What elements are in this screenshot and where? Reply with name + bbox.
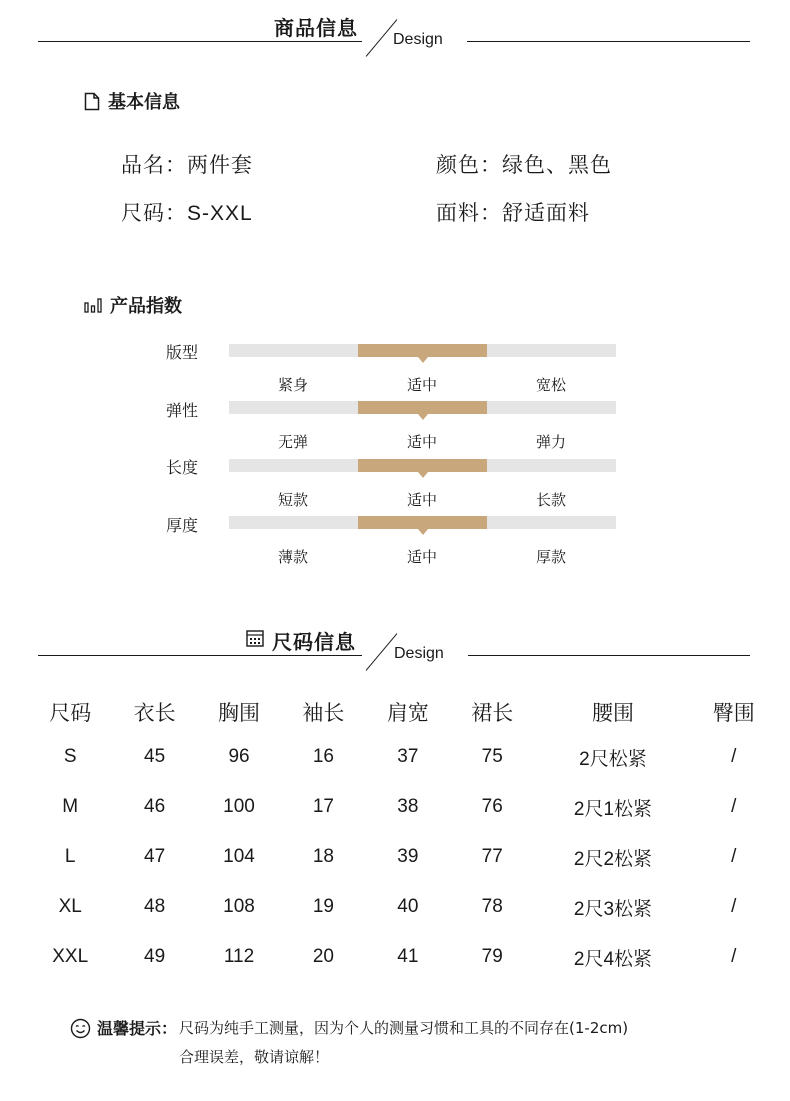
bar-chart-icon bbox=[84, 297, 102, 313]
index-marker-arrow bbox=[418, 472, 428, 478]
table-cell: 2尺松紧 bbox=[579, 748, 647, 770]
header-rule-left bbox=[38, 655, 362, 656]
info-size bbox=[121, 197, 253, 227]
info-fabric bbox=[436, 197, 590, 227]
index-bar-fill bbox=[358, 459, 487, 472]
column-header: 裙长 bbox=[471, 701, 514, 725]
color-label: 颜色： bbox=[436, 153, 502, 177]
table-cell: 19 bbox=[312, 896, 334, 917]
table-cell: 48 bbox=[144, 896, 166, 917]
index-label: 长度 bbox=[166, 458, 199, 477]
table-cell: 17 bbox=[312, 796, 334, 817]
column-header: 袖长 bbox=[302, 701, 345, 725]
table-cell: 20 bbox=[312, 946, 334, 967]
table-cell: 108 bbox=[223, 896, 255, 917]
index-label: 版型 bbox=[166, 343, 199, 362]
index-option: 宽松 bbox=[535, 376, 566, 394]
table-cell: 2尺1松紧 bbox=[573, 798, 653, 820]
index-option: 长款 bbox=[535, 491, 566, 509]
index-option: 适中 bbox=[406, 548, 437, 566]
product-index-heading bbox=[84, 292, 182, 318]
tip-line: 合理误差，敬请谅解！ bbox=[179, 1048, 330, 1066]
column-header: 腰围 bbox=[591, 701, 634, 725]
tip-line: 尺码为纯手工测量，因为个人的测量习惯和工具的不同存在(1-2cm) bbox=[179, 1019, 629, 1037]
table-cell: 100 bbox=[223, 796, 255, 817]
fabric-value: 舒适面料 bbox=[502, 201, 590, 225]
table-cell: / bbox=[731, 796, 737, 817]
table-cell: S bbox=[63, 746, 77, 767]
index-label: 厚度 bbox=[166, 516, 199, 535]
table-row bbox=[28, 732, 776, 782]
tip-title: 温馨提示： bbox=[97, 1019, 178, 1038]
tip-body bbox=[179, 1016, 628, 1074]
header-rule-right bbox=[467, 41, 750, 42]
table-cell: 75 bbox=[481, 746, 503, 767]
fabric-label: 面料： bbox=[436, 201, 502, 225]
warm-tip bbox=[70, 1016, 628, 1074]
column-header: 衣长 bbox=[133, 701, 176, 725]
table-cell: 78 bbox=[481, 896, 503, 917]
index-option: 无弹 bbox=[277, 433, 308, 451]
table-cell: 76 bbox=[481, 796, 503, 817]
table-cell: 39 bbox=[397, 846, 419, 867]
table-cell: 37 bbox=[397, 746, 419, 767]
index-option: 短款 bbox=[277, 491, 308, 509]
section-title: 商品信息 bbox=[274, 16, 358, 40]
index-option: 紧身 bbox=[277, 376, 308, 394]
calendar-icon bbox=[246, 629, 264, 647]
table-header-row bbox=[28, 692, 776, 732]
product-index-title: 产品指数 bbox=[110, 296, 182, 317]
header-rule-right bbox=[468, 655, 750, 656]
index-marker-arrow bbox=[418, 357, 428, 363]
document-icon bbox=[84, 92, 100, 111]
index-marker-arrow bbox=[418, 414, 428, 420]
index-label: 弹性 bbox=[166, 401, 199, 420]
section-header-product bbox=[0, 10, 790, 60]
index-bar bbox=[229, 516, 616, 529]
table-cell: 112 bbox=[223, 946, 255, 967]
table-cell: 2尺4松紧 bbox=[573, 948, 653, 970]
index-option: 薄款 bbox=[277, 548, 308, 566]
table-cell: 79 bbox=[481, 946, 503, 967]
name-value: 两件套 bbox=[187, 153, 253, 177]
header-slash bbox=[366, 633, 398, 670]
index-option: 适中 bbox=[406, 491, 437, 509]
size-value: S-XXL bbox=[187, 202, 253, 225]
table-cell: 77 bbox=[481, 846, 503, 867]
section-header-size bbox=[0, 624, 790, 674]
index-bar-fill bbox=[358, 401, 487, 414]
index-bar bbox=[229, 344, 616, 357]
smile-icon bbox=[70, 1018, 91, 1039]
table-cell: 2尺2松紧 bbox=[573, 848, 653, 870]
index-bar bbox=[229, 459, 616, 472]
section-title: 尺码信息 bbox=[272, 630, 356, 654]
table-cell: 40 bbox=[397, 896, 419, 917]
design-label: Design bbox=[394, 645, 444, 662]
table-row bbox=[28, 932, 776, 982]
info-color bbox=[436, 149, 612, 179]
index-option: 适中 bbox=[406, 376, 437, 394]
table-cell: 47 bbox=[144, 846, 166, 867]
color-value: 绿色、黑色 bbox=[502, 153, 612, 177]
index-bar bbox=[229, 401, 616, 414]
table-cell: 2尺3松紧 bbox=[573, 898, 653, 920]
table-cell: 96 bbox=[228, 746, 250, 767]
table-cell: 18 bbox=[312, 846, 334, 867]
column-header: 胸围 bbox=[218, 701, 261, 725]
table-cell: / bbox=[731, 896, 737, 917]
index-option: 适中 bbox=[406, 433, 437, 451]
basic-info-heading bbox=[84, 88, 180, 114]
table-cell: 104 bbox=[223, 846, 255, 867]
basic-info-title: 基本信息 bbox=[108, 92, 180, 113]
table-cell: / bbox=[731, 746, 737, 767]
index-bar-fill bbox=[358, 516, 487, 529]
index-option: 厚款 bbox=[535, 548, 566, 566]
column-header: 臀围 bbox=[712, 701, 755, 725]
info-name bbox=[121, 149, 253, 179]
header-rule-left bbox=[38, 41, 362, 42]
table-row bbox=[28, 782, 776, 832]
column-header: 尺码 bbox=[49, 701, 92, 725]
table-cell: 38 bbox=[397, 796, 419, 817]
table-cell: M bbox=[62, 796, 79, 817]
table-cell: 49 bbox=[144, 946, 166, 967]
table-cell: 16 bbox=[312, 746, 334, 767]
table-cell: 41 bbox=[397, 946, 419, 967]
table-row bbox=[28, 832, 776, 882]
index-marker-arrow bbox=[418, 529, 428, 535]
table-cell: XXL bbox=[52, 946, 89, 967]
size-label: 尺码： bbox=[121, 201, 187, 225]
table-row bbox=[28, 882, 776, 932]
index-bar-fill bbox=[358, 344, 487, 357]
column-header: 肩宽 bbox=[386, 701, 429, 725]
table-cell: 46 bbox=[144, 796, 166, 817]
table-cell: L bbox=[64, 846, 76, 867]
table-cell: 45 bbox=[144, 746, 166, 767]
table-cell: / bbox=[731, 946, 737, 967]
table-cell: XL bbox=[58, 896, 82, 917]
index-option: 弹力 bbox=[535, 433, 566, 451]
table-cell: / bbox=[731, 846, 737, 867]
design-label: Design bbox=[393, 31, 443, 48]
size-table bbox=[28, 692, 776, 982]
name-label: 品名： bbox=[121, 153, 187, 177]
